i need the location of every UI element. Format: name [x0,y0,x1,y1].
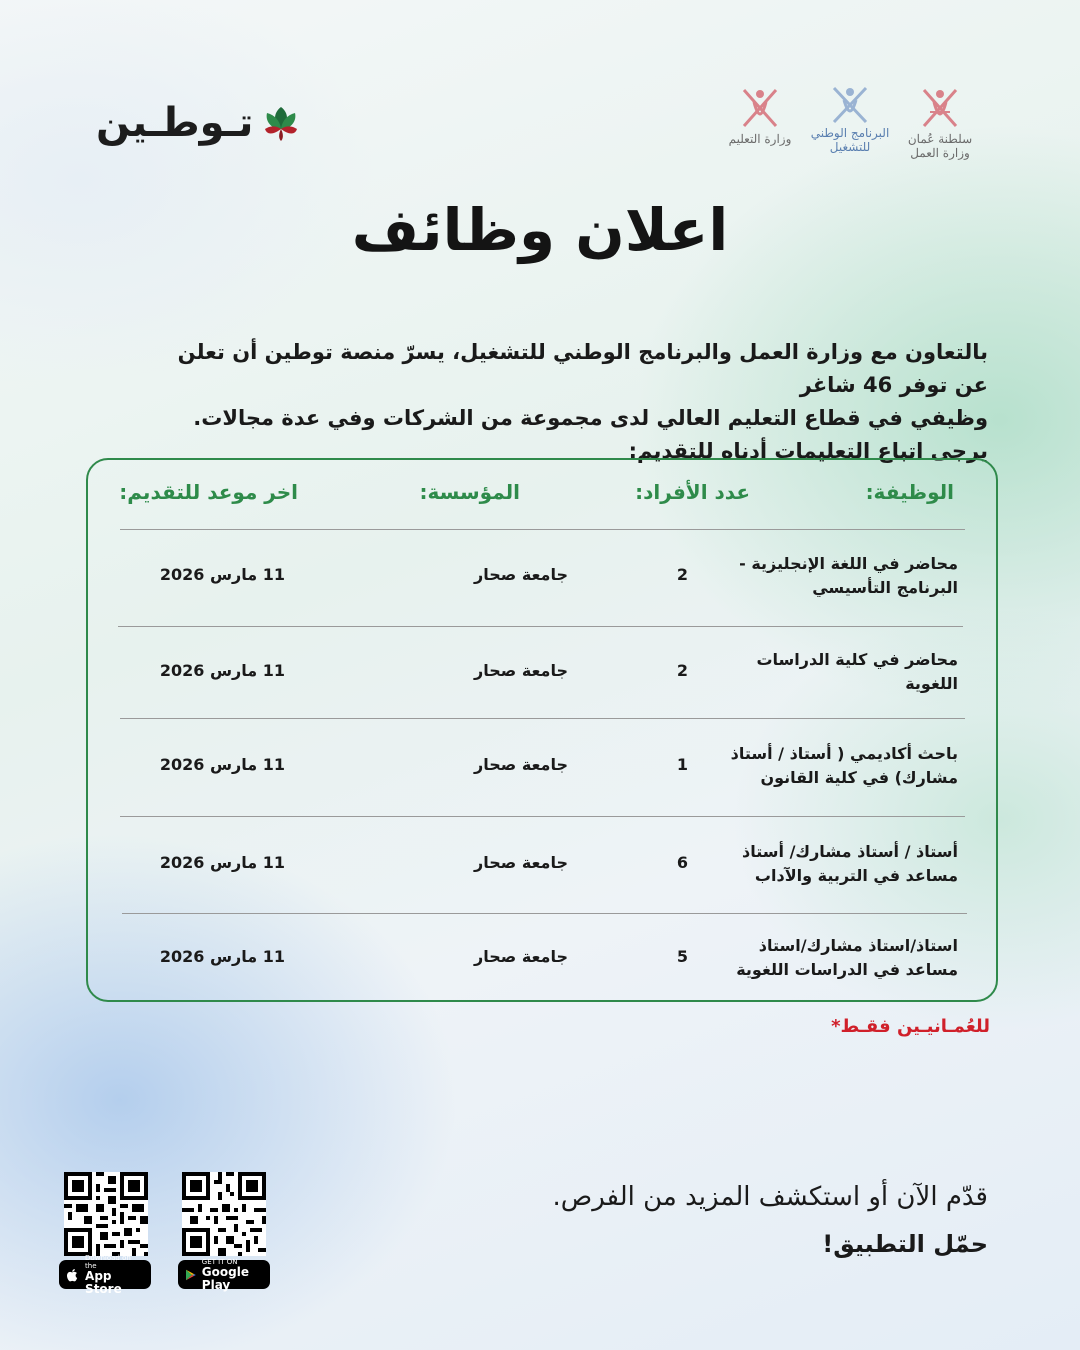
divider [118,626,963,627]
brand-name: تـوطـين [96,100,254,146]
job-count: 2 [676,565,688,584]
deadline: 11 مارس 2026 [159,853,285,872]
appstore-badge[interactable]: Download on the App Store [59,1260,151,1289]
divider [122,913,967,914]
header-institution: المؤسسة: [419,480,520,504]
apple-icon [67,1267,79,1283]
brand-logo [96,100,301,146]
institution: جامعة صحار [474,853,568,872]
oman-emblem-icon [826,82,874,126]
job-count: 1 [676,755,688,774]
deadline: 11 مارس 2026 [159,755,285,774]
deadline: 11 مارس 2026 [159,661,285,680]
deadline: 11 مارس 2026 [159,565,285,584]
jobs-table-card [86,458,998,1002]
googleplay-badge[interactable]: GET IT ON Google Play [178,1260,270,1289]
intro-line: بالتعاون مع وزارة العمل والبرنامج الوطني للتشغيل، يسرّ منصة توطين أن تعلن عن توفر 46 شاغر [177,340,988,397]
divider [120,718,965,719]
appstore-qr-code[interactable] [64,1172,148,1256]
page-title: اعلان وظائف [351,196,729,264]
job-title: محاضر في كلية الدراسات اللغوية [756,650,958,693]
job-title: استاذ/استاذ مشارك/استاذ مساعد في الدراسات اللغوية [736,936,958,979]
institution: جامعة صحار [474,661,568,680]
job-count: 2 [676,661,688,680]
oman-emblem-icon [916,82,964,132]
oman-emblem-icon [736,82,784,132]
job-title: محاضر في اللغة الإنجليزية - البرنامج التأسيسي [739,554,958,597]
intro-line: يرجى اتباع التعليمات أدناه للتقديم: [628,439,988,463]
institution: جامعة صحار [474,565,568,584]
cta-text: قدّم الآن أو استكشف المزيد من الفرص. [552,1182,988,1212]
ministry-of-labour-logo: سلطنة عُمان وزارة العمل [890,82,990,160]
national-employment-program-logo: البرنامج الوطني للتشغيل [800,82,900,154]
header-job: الوظيفة: [865,480,954,504]
header-count: عدد الأفراد: [635,480,750,504]
ministry-of-education-logo: وزارة التعليم [710,82,810,146]
header-deadline: اخر موعد للتقديم: [119,480,298,504]
institution: جامعة صحار [474,947,568,966]
play-store-icon [186,1268,196,1282]
job-count: 5 [676,947,688,966]
download-app-text: حمّل التطبيق! [822,1230,988,1258]
divider [120,529,965,530]
job-title: أستاذ / أستاذ مشارك/ أستاذ مساعد في التربية والآداب [742,842,958,885]
job-count: 6 [676,853,688,872]
job-title: باحث أكاديمي ( أستاذ / أستاذ مشارك) في كلية القانون [730,744,958,787]
omani-only-note: للعُمـانيـين فقـط* [831,1016,990,1037]
divider [120,816,965,817]
googleplay-qr-code[interactable] [182,1172,266,1256]
intro-paragraph [138,336,988,468]
institution: جامعة صحار [474,755,568,774]
deadline: 11 مارس 2026 [159,947,285,966]
brand-leaf-icon [261,103,301,143]
intro-line: وظيفي في قطاع التعليم العالي لدى مجموعة من الشركات وفي عدة مجالات. [193,406,988,430]
